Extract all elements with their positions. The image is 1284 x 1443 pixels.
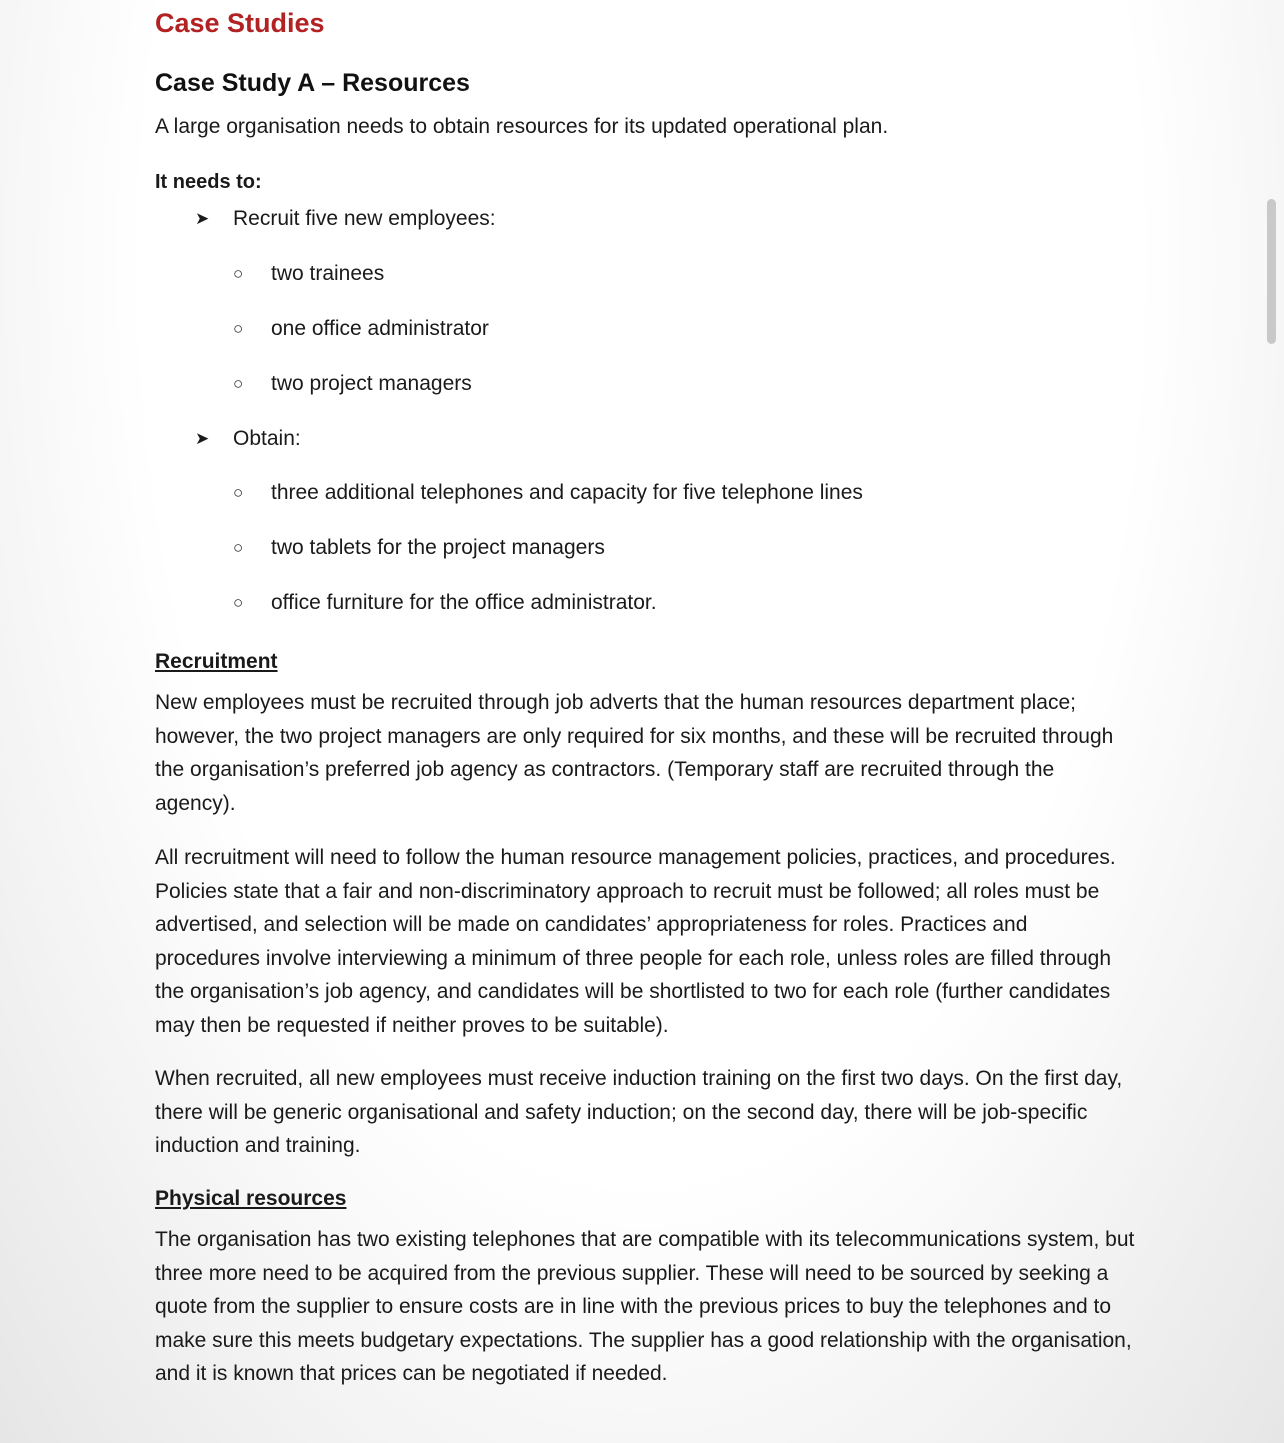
hollow-circle-bullet-icon: ○ bbox=[233, 374, 244, 393]
recruitment-heading: Recruitment bbox=[155, 650, 278, 673]
hollow-circle-bullet-icon: ○ bbox=[233, 593, 244, 612]
arrowhead-bullet-icon: ➤ bbox=[195, 429, 210, 448]
case-study-title: Case Study A – Resources bbox=[155, 69, 470, 97]
list-item-text: two tablets for the project managers bbox=[271, 536, 605, 559]
hollow-circle-bullet-icon: ○ bbox=[233, 483, 244, 502]
recruitment-paragraph: When recruited, all new employees must receive induction training on the first two days. On the first day, there will be generic organisational and safety induction; on the second day, there will be job-specific induction and training. bbox=[155, 1067, 1123, 1157]
list-label: Recruit five new employees: bbox=[233, 207, 496, 230]
physical-resources-paragraph: The organisation has two existing telephones that are compatible with its telecommunications system, but three more need to be acquired from the previous supplier. These will need to be sourced by seeking a quote from the supplier to ensure costs are in line with the previous prices to buy the telephones and to make sure this meets budgetary expectations. The supplier has a good relationship with the organisation, and it is known that prices can be negotiated if needed. bbox=[155, 1228, 1135, 1385]
list-item bbox=[233, 262, 384, 286]
list-item-text: three additional telephones and capacity for five telephone lines bbox=[271, 481, 863, 504]
list-item bbox=[233, 481, 863, 505]
list-item bbox=[195, 427, 301, 451]
list-item bbox=[233, 372, 472, 396]
list-item bbox=[233, 591, 657, 615]
vertical-scrollbar[interactable] bbox=[1267, 199, 1276, 344]
recruitment-paragraph: All recruitment will need to follow the human resource management policies, practices, and procedures. Policies state that a fair and non-discriminatory approach to recruit must be followed; all roles must be advertised, and selection will be made on candidates’ appropriateness for roles. Practices and procedures involve interviewing a minimum of three people for each role, unless roles are filled through the organisation’s job agency, and candidates will be shortlisted to two for each role (further candidates may then be requested if neither proves to be suitable). bbox=[155, 846, 1116, 1037]
needs-label: It needs to: bbox=[155, 171, 262, 193]
arrowhead-bullet-icon: ➤ bbox=[195, 209, 210, 228]
hollow-circle-bullet-icon: ○ bbox=[233, 319, 244, 338]
list-item bbox=[195, 207, 496, 231]
section-title: Case Studies bbox=[155, 8, 325, 38]
hollow-circle-bullet-icon: ○ bbox=[233, 264, 244, 283]
list-item-text: office furniture for the office administrator. bbox=[271, 591, 657, 614]
list-item bbox=[233, 317, 489, 341]
physical-resources-heading: Physical resources bbox=[155, 1187, 347, 1210]
list-item-text: one office administrator bbox=[271, 317, 489, 340]
list-item-text: two trainees bbox=[271, 262, 385, 285]
list-item bbox=[233, 536, 605, 560]
hollow-circle-bullet-icon: ○ bbox=[233, 538, 244, 557]
intro-text: A large organisation needs to obtain resources for its updated operational plan. bbox=[155, 115, 889, 138]
list-item-text: two project managers bbox=[271, 372, 472, 395]
list-label: Obtain: bbox=[233, 427, 301, 450]
recruitment-paragraph: New employees must be recruited through job adverts that the human resources department place; however, the two project managers are only required for six months, and these will be recruited through the organisation’s preferred job agency as contractors. (Temporary staff are recruited through the agency). bbox=[155, 691, 1114, 815]
